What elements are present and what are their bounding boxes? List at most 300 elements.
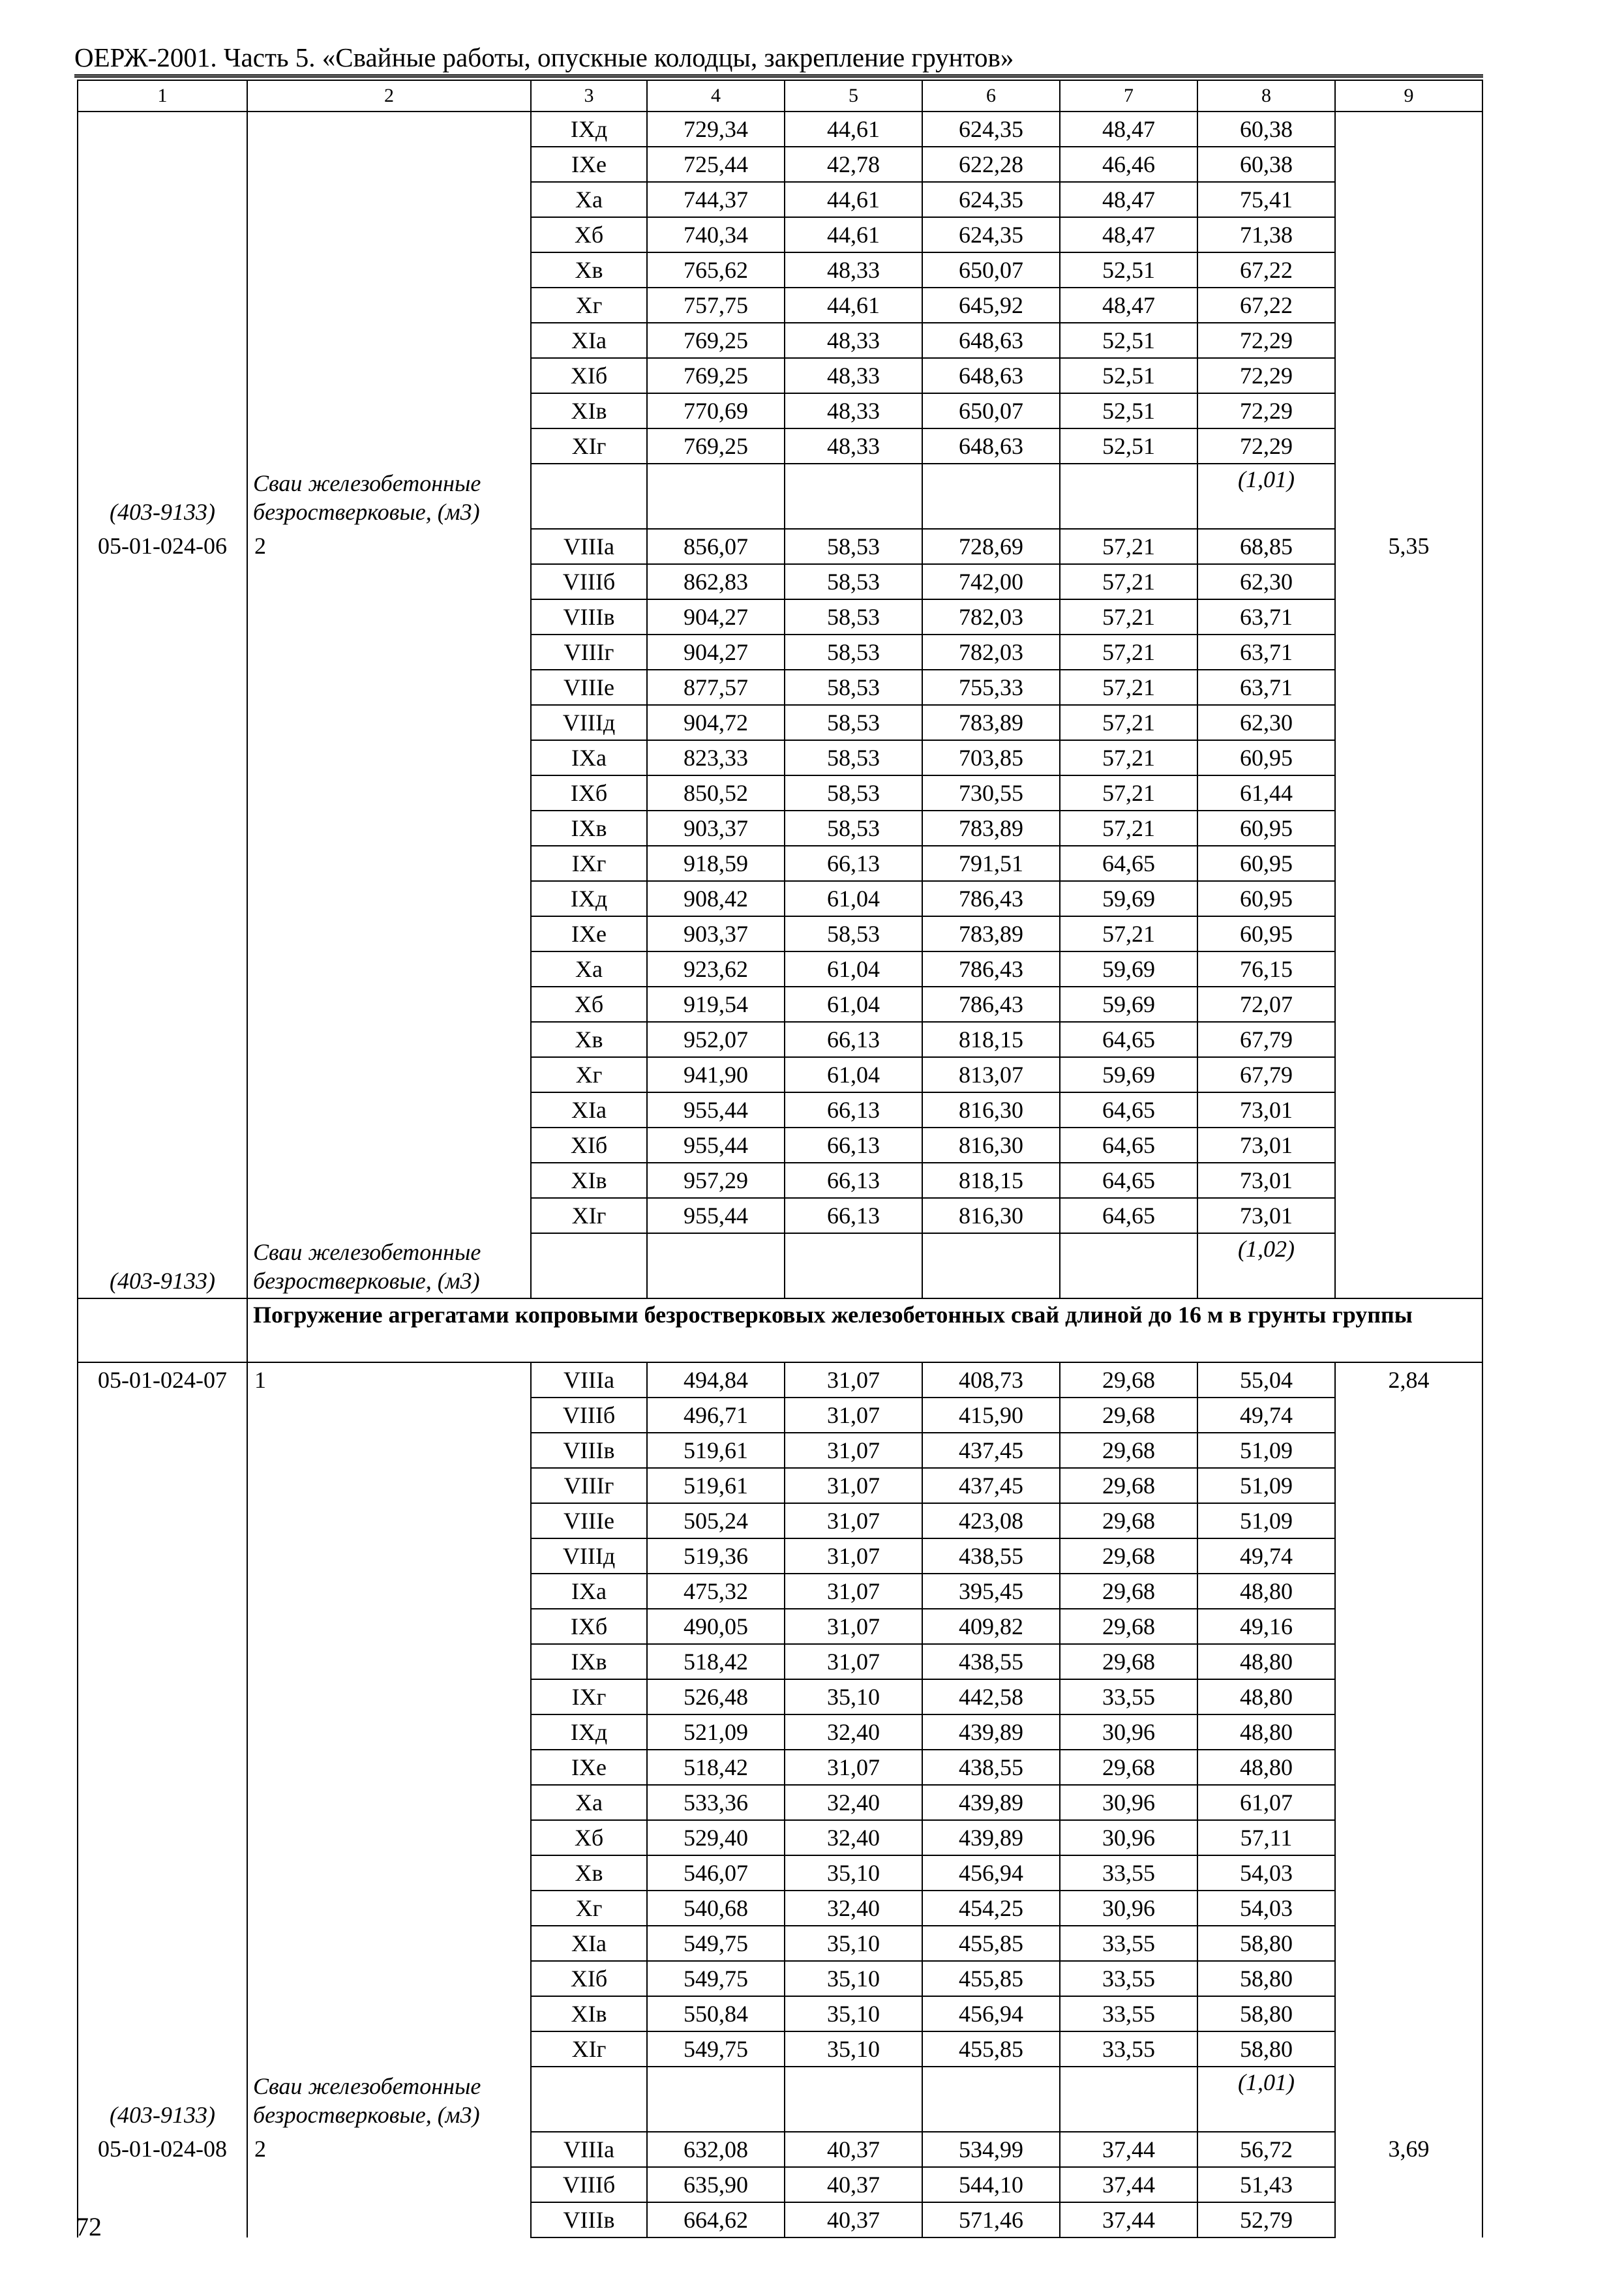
table-row — [78, 1362, 1482, 1398]
resource-group: IXв — [531, 811, 647, 846]
operator-wage: 30,96 — [1060, 1891, 1197, 1926]
operator-wage: 59,69 — [1060, 987, 1197, 1022]
total-cost: 952,07 — [647, 1022, 785, 1057]
note-code-text: (403-9133) — [110, 1268, 215, 1294]
total-cost: 635,90 — [647, 2167, 785, 2202]
operator-wage: 33,55 — [1060, 1926, 1197, 1961]
material-cost: 73,01 — [1197, 1163, 1335, 1198]
operator-wage: 64,65 — [1060, 1092, 1197, 1128]
labor-cost: 31,07 — [785, 1433, 922, 1468]
soil-group — [247, 112, 531, 529]
operator-wage: 57,21 — [1060, 916, 1197, 951]
material-cost: 49,74 — [1197, 1398, 1335, 1433]
total-cost: 904,27 — [647, 599, 785, 635]
machine-cost: 783,89 — [922, 916, 1060, 951]
labor-cost: 42,78 — [785, 147, 922, 182]
column-number: 5 — [785, 80, 922, 112]
resource-group: VIIIб — [531, 564, 647, 599]
machine-cost: 783,89 — [922, 811, 1060, 846]
resource-group: VIIIв — [531, 1433, 647, 1468]
material-cost: 72,07 — [1197, 987, 1335, 1022]
norm-code: 05-01-024-08 — [78, 2132, 247, 2237]
material-cost: 51,43 — [1197, 2167, 1335, 2202]
total-cost: 546,07 — [647, 1855, 785, 1891]
total-cost: 904,72 — [647, 705, 785, 740]
soil-group — [247, 1362, 531, 2132]
resource-group: VIIIв — [531, 2202, 647, 2237]
machine-cost: 782,03 — [922, 599, 1060, 635]
labor-cost: 40,37 — [785, 2202, 922, 2237]
machine-cost: 571,46 — [922, 2202, 1060, 2237]
operator-wage: 64,65 — [1060, 1163, 1197, 1198]
resource-group: XIг — [531, 2031, 647, 2067]
empty-cell — [647, 2067, 785, 2132]
material-cost: 48,80 — [1197, 1714, 1335, 1750]
labor-cost: 48,33 — [785, 358, 922, 393]
labor-cost: 31,07 — [785, 1362, 922, 1398]
total-cost: 903,37 — [647, 916, 785, 951]
machine-cost: 456,94 — [922, 1855, 1060, 1891]
empty-cell — [1060, 1233, 1197, 1298]
material-quantity — [1335, 112, 1482, 529]
labor-cost: 48,33 — [785, 393, 922, 428]
labor-cost: 58,53 — [785, 529, 922, 564]
total-cost: 519,61 — [647, 1468, 785, 1503]
operator-wage: 30,96 — [1060, 1785, 1197, 1820]
column-number: 9 — [1335, 80, 1482, 112]
material-cost: 56,72 — [1197, 2132, 1335, 2167]
resource-group: XIв — [531, 393, 647, 428]
total-cost: 908,42 — [647, 881, 785, 916]
total-cost: 519,61 — [647, 1433, 785, 1468]
total-cost: 518,42 — [647, 1644, 785, 1679]
material-cost: 67,79 — [1197, 1057, 1335, 1092]
total-cost: 540,68 — [647, 1891, 785, 1926]
machine-cost: 534,99 — [922, 2132, 1060, 2167]
operator-wage: 52,51 — [1060, 252, 1197, 288]
operator-wage: 52,51 — [1060, 323, 1197, 358]
section-heading-row — [78, 1298, 1482, 1362]
machine-cost: 454,25 — [922, 1891, 1060, 1926]
resource-group: IXа — [531, 1574, 647, 1609]
empty-cell — [785, 2067, 922, 2132]
empty-cell — [531, 464, 647, 529]
operator-wage: 37,44 — [1060, 2167, 1197, 2202]
material-cost: 48,80 — [1197, 1750, 1335, 1785]
material-cost: 68,85 — [1197, 529, 1335, 564]
operator-wage: 29,68 — [1060, 1574, 1197, 1609]
total-cost: 549,75 — [647, 1926, 785, 1961]
operator-wage: 57,21 — [1060, 670, 1197, 705]
norm-code — [78, 529, 247, 1298]
labor-cost: 48,33 — [785, 252, 922, 288]
total-cost: 856,07 — [647, 529, 785, 564]
empty-cell — [785, 1233, 922, 1298]
operator-wage: 29,68 — [1060, 1538, 1197, 1574]
machine-cost: 622,28 — [922, 147, 1060, 182]
labor-cost: 35,10 — [785, 1961, 922, 1996]
machine-cost: 648,63 — [922, 358, 1060, 393]
total-cost: 919,54 — [647, 987, 785, 1022]
column-number: 2 — [247, 80, 531, 112]
labor-cost: 58,53 — [785, 635, 922, 670]
labor-cost: 32,40 — [785, 1714, 922, 1750]
machine-cost: 624,35 — [922, 112, 1060, 147]
note-code-text: (403-9133) — [110, 2102, 215, 2128]
machine-cost: 791,51 — [922, 846, 1060, 881]
machine-cost: 742,00 — [922, 564, 1060, 599]
machine-cost: 409,82 — [922, 1609, 1060, 1644]
resource-group: VIIIе — [531, 670, 647, 705]
material-cost: 60,95 — [1197, 740, 1335, 775]
operator-wage: 52,51 — [1060, 393, 1197, 428]
total-cost: 769,25 — [647, 323, 785, 358]
labor-cost: 48,33 — [785, 323, 922, 358]
machine-cost: 786,43 — [922, 951, 1060, 987]
resource-group: IXд — [531, 112, 647, 147]
labor-cost: 58,53 — [785, 811, 922, 846]
machine-cost: 650,07 — [922, 393, 1060, 428]
operator-wage: 29,68 — [1060, 1362, 1197, 1398]
operator-wage: 57,21 — [1060, 811, 1197, 846]
resource-group: Xб — [531, 217, 647, 252]
labor-cost: 66,13 — [785, 1092, 922, 1128]
resource-group: VIIIб — [531, 1398, 647, 1433]
material-cost: 54,03 — [1197, 1891, 1335, 1926]
total-cost: 850,52 — [647, 775, 785, 811]
operator-wage: 52,51 — [1060, 428, 1197, 464]
note-description-text: Сваи железобетонные безростверковые, (м3) — [253, 470, 481, 525]
resource-group: Xа — [531, 182, 647, 217]
total-cost: 955,44 — [647, 1128, 785, 1163]
material-cost: 73,01 — [1197, 1092, 1335, 1128]
resource-group: IXе — [531, 1750, 647, 1785]
material-cost: 63,71 — [1197, 599, 1335, 635]
labor-cost: 31,07 — [785, 1609, 922, 1644]
material-cost: 49,74 — [1197, 1538, 1335, 1574]
labor-cost: 66,13 — [785, 1022, 922, 1057]
material-cost: 51,09 — [1197, 1468, 1335, 1503]
labor-cost: 48,33 — [785, 428, 922, 464]
machine-cost: 645,92 — [922, 288, 1060, 323]
machine-cost: 816,30 — [922, 1128, 1060, 1163]
material-cost: 57,11 — [1197, 1820, 1335, 1855]
empty-cell — [647, 464, 785, 529]
operator-wage: 33,55 — [1060, 1996, 1197, 2031]
machine-cost: 395,45 — [922, 1574, 1060, 1609]
resource-group: VIIIв — [531, 599, 647, 635]
operator-wage: 52,51 — [1060, 358, 1197, 393]
labor-cost: 58,53 — [785, 740, 922, 775]
empty-cell — [922, 464, 1060, 529]
soil-group-text: 1 — [254, 1367, 266, 1393]
resource-group: XIг — [531, 1198, 647, 1233]
operator-wage: 29,68 — [1060, 1503, 1197, 1538]
total-cost: 518,42 — [647, 1750, 785, 1785]
table-body — [78, 80, 1482, 2237]
machine-cost: 438,55 — [922, 1538, 1060, 1574]
operator-wage: 57,21 — [1060, 599, 1197, 635]
operator-wage: 29,68 — [1060, 1609, 1197, 1644]
operator-wage: 59,69 — [1060, 881, 1197, 916]
material-cost: 73,01 — [1197, 1198, 1335, 1233]
total-cost: 505,24 — [647, 1503, 785, 1538]
resource-group: VIIIг — [531, 635, 647, 670]
resource-group: Xв — [531, 1855, 647, 1891]
operator-wage: 64,65 — [1060, 1022, 1197, 1057]
resource-group: Xв — [531, 252, 647, 288]
machine-cost: 818,15 — [922, 1022, 1060, 1057]
operator-wage: 57,21 — [1060, 564, 1197, 599]
resource-group: Xб — [531, 987, 647, 1022]
resource-group: XIа — [531, 323, 647, 358]
table-row — [78, 529, 1482, 564]
material-cost: 61,44 — [1197, 775, 1335, 811]
material-cost: 60,38 — [1197, 112, 1335, 147]
note-description-text: Сваи железобетонные безростверковые, (м3) — [253, 1239, 481, 1294]
operator-wage: 57,21 — [1060, 635, 1197, 670]
material-cost: 48,80 — [1197, 1644, 1335, 1679]
resource-group: VIIIд — [531, 1538, 647, 1574]
material-cost: 62,30 — [1197, 564, 1335, 599]
resource-group: VIIIе — [531, 1503, 647, 1538]
total-cost: 519,36 — [647, 1538, 785, 1574]
column-number: 4 — [647, 80, 785, 112]
machine-cost: 816,30 — [922, 1198, 1060, 1233]
labor-cost: 31,07 — [785, 1574, 922, 1609]
machine-cost: 730,55 — [922, 775, 1060, 811]
operator-wage: 57,21 — [1060, 775, 1197, 811]
material-cost: 72,29 — [1197, 323, 1335, 358]
material-cost: 60,95 — [1197, 916, 1335, 951]
material-cost: 72,29 — [1197, 358, 1335, 393]
resource-group: VIIIа — [531, 2132, 647, 2167]
machine-cost: 786,43 — [922, 881, 1060, 916]
operator-wage: 59,69 — [1060, 951, 1197, 987]
material-cost: 61,07 — [1197, 1785, 1335, 1820]
column-number: 7 — [1060, 80, 1197, 112]
labor-cost: 66,13 — [785, 846, 922, 881]
table-row — [78, 112, 1482, 147]
material-cost: 58,80 — [1197, 2031, 1335, 2067]
total-cost: 941,90 — [647, 1057, 785, 1092]
total-cost: 550,84 — [647, 1996, 785, 2031]
norm-code — [78, 1362, 247, 2132]
operator-wage: 30,96 — [1060, 1820, 1197, 1855]
labor-cost: 61,04 — [785, 881, 922, 916]
material-cost: 67,79 — [1197, 1022, 1335, 1057]
operator-wage: 33,55 — [1060, 1855, 1197, 1891]
machine-cost: 783,89 — [922, 705, 1060, 740]
total-cost: 904,27 — [647, 635, 785, 670]
material-cost: 49,16 — [1197, 1609, 1335, 1644]
material-cost: 75,41 — [1197, 182, 1335, 217]
resource-group: Xа — [531, 951, 647, 987]
material-cost: 48,80 — [1197, 1679, 1335, 1714]
empty-cell — [922, 1233, 1060, 1298]
total-cost: 725,44 — [647, 147, 785, 182]
total-cost: 526,48 — [647, 1679, 785, 1714]
total-cost: 521,09 — [647, 1714, 785, 1750]
operator-wage: 33,55 — [1060, 1961, 1197, 1996]
total-cost: 757,75 — [647, 288, 785, 323]
resource-group: IXе — [531, 916, 647, 951]
operator-wage: 37,44 — [1060, 2132, 1197, 2167]
total-cost: 549,75 — [647, 1961, 785, 1996]
material-cost: 51,09 — [1197, 1433, 1335, 1468]
resource-group: XIа — [531, 1926, 647, 1961]
document-title: ОЕРЖ-2001. Часть 5. «Свайные работы, опускные колодцы, закрепление грунтов» — [74, 42, 1014, 72]
total-cost: 770,69 — [647, 393, 785, 428]
total-cost: 769,25 — [647, 428, 785, 464]
machine-cost: 816,30 — [922, 1092, 1060, 1128]
machine-cost: 703,85 — [922, 740, 1060, 775]
operator-wage: 33,55 — [1060, 1679, 1197, 1714]
operator-wage: 48,47 — [1060, 288, 1197, 323]
resource-group: XIа — [531, 1092, 647, 1128]
labor-cost: 32,40 — [785, 1785, 922, 1820]
empty-cell — [531, 1233, 647, 1298]
empty-cell — [1060, 2067, 1197, 2132]
resource-group: VIIIд — [531, 705, 647, 740]
machine-cost: 648,63 — [922, 428, 1060, 464]
material-cost: 55,04 — [1197, 1362, 1335, 1398]
resource-group: Xб — [531, 1820, 647, 1855]
operator-wage: 57,21 — [1060, 529, 1197, 564]
labor-cost: 31,07 — [785, 1644, 922, 1679]
total-cost: 475,32 — [647, 1574, 785, 1609]
labor-cost: 44,61 — [785, 182, 922, 217]
operator-wage: 64,65 — [1060, 846, 1197, 881]
machine-cost: 438,55 — [922, 1644, 1060, 1679]
empty-cell — [922, 2067, 1060, 2132]
operator-wage: 57,21 — [1060, 740, 1197, 775]
operator-wage: 57,21 — [1060, 705, 1197, 740]
total-cost: 533,36 — [647, 1785, 785, 1820]
resource-group: IXд — [531, 881, 647, 916]
machine-cost: 818,15 — [922, 1163, 1060, 1198]
labor-cost: 40,37 — [785, 2167, 922, 2202]
soil-group-text: 2 — [254, 533, 266, 559]
material-cost: 63,71 — [1197, 635, 1335, 670]
labor-cost: 58,53 — [785, 916, 922, 951]
labor-cost: 44,61 — [785, 217, 922, 252]
machine-cost: 728,69 — [922, 529, 1060, 564]
labor-cost: 35,10 — [785, 1679, 922, 1714]
material-cost: 63,71 — [1197, 670, 1335, 705]
material-quantity: 5,35 — [1335, 529, 1482, 1298]
material-cost: 71,38 — [1197, 217, 1335, 252]
norm-code — [78, 112, 247, 529]
labor-cost: 44,61 — [785, 112, 922, 147]
empty-cell — [647, 1233, 785, 1298]
labor-cost: 66,13 — [785, 1128, 922, 1163]
labor-cost: 32,40 — [785, 1891, 922, 1926]
material-cost: 51,09 — [1197, 1503, 1335, 1538]
machine-cost: 438,55 — [922, 1750, 1060, 1785]
machine-cost: 442,58 — [922, 1679, 1060, 1714]
operator-wage: 29,68 — [1060, 1433, 1197, 1468]
resource-group: Xг — [531, 288, 647, 323]
operator-wage: 29,68 — [1060, 1398, 1197, 1433]
labor-cost: 31,07 — [785, 1468, 922, 1503]
total-cost: 490,05 — [647, 1609, 785, 1644]
material-quantity: 3,69 — [1335, 2132, 1482, 2237]
resource-group: IXе — [531, 147, 647, 182]
machine-cost: 782,03 — [922, 635, 1060, 670]
resource-group: XIв — [531, 1163, 647, 1198]
resource-group: VIIIа — [531, 1362, 647, 1398]
total-cost: 529,40 — [647, 1820, 785, 1855]
note-code-text: (403-9133) — [110, 499, 215, 525]
empty-cell — [78, 1298, 247, 1362]
soil-group — [247, 529, 531, 1298]
operator-wage: 64,65 — [1060, 1198, 1197, 1233]
material-cost: 58,80 — [1197, 1996, 1335, 2031]
material-cost: 60,38 — [1197, 147, 1335, 182]
machine-cost: 813,07 — [922, 1057, 1060, 1092]
machine-cost: 423,08 — [922, 1503, 1060, 1538]
labor-cost: 35,10 — [785, 2031, 922, 2067]
material-cost: 73,01 — [1197, 1128, 1335, 1163]
resource-group: XIб — [531, 1128, 647, 1163]
operator-wage: 29,68 — [1060, 1644, 1197, 1679]
column-number-row — [78, 80, 1482, 112]
total-cost: 862,83 — [647, 564, 785, 599]
machine-cost: 786,43 — [922, 987, 1060, 1022]
resource-group: VIIIг — [531, 1468, 647, 1503]
labor-cost: 31,07 — [785, 1538, 922, 1574]
labor-cost: 66,13 — [785, 1163, 922, 1198]
resource-group: IXб — [531, 775, 647, 811]
total-cost: 877,57 — [647, 670, 785, 705]
machine-cost: 544,10 — [922, 2167, 1060, 2202]
operator-wage: 37,44 — [1060, 2202, 1197, 2237]
material-coefficient: (1,01) — [1197, 464, 1335, 529]
material-cost: 54,03 — [1197, 1855, 1335, 1891]
resource-group: Xв — [531, 1022, 647, 1057]
material-cost: 58,80 — [1197, 1961, 1335, 1996]
labor-cost: 58,53 — [785, 599, 922, 635]
material-cost: 72,29 — [1197, 428, 1335, 464]
total-cost: 664,62 — [647, 2202, 785, 2237]
labor-cost: 58,53 — [785, 564, 922, 599]
total-cost: 769,25 — [647, 358, 785, 393]
machine-cost: 415,90 — [922, 1398, 1060, 1433]
resource-group: XIг — [531, 428, 647, 464]
resource-group: IXб — [531, 1609, 647, 1644]
resource-group: IXг — [531, 846, 647, 881]
machine-cost: 408,73 — [922, 1362, 1060, 1398]
total-cost: 632,08 — [647, 2132, 785, 2167]
labor-cost: 31,07 — [785, 1750, 922, 1785]
resource-group: XIв — [531, 1996, 647, 2031]
operator-wage: 59,69 — [1060, 1057, 1197, 1092]
machine-cost: 439,89 — [922, 1785, 1060, 1820]
operator-wage: 29,68 — [1060, 1750, 1197, 1785]
machine-cost: 455,85 — [922, 2031, 1060, 2067]
machine-cost: 456,94 — [922, 1996, 1060, 2031]
labor-cost: 31,07 — [785, 1503, 922, 1538]
page-header — [74, 40, 1483, 78]
operator-wage: 48,47 — [1060, 182, 1197, 217]
total-cost: 903,37 — [647, 811, 785, 846]
resource-group: Xг — [531, 1057, 647, 1092]
empty-cell — [785, 464, 922, 529]
total-cost: 918,59 — [647, 846, 785, 881]
price-table — [77, 80, 1483, 2238]
total-cost: 494,84 — [647, 1362, 785, 1398]
